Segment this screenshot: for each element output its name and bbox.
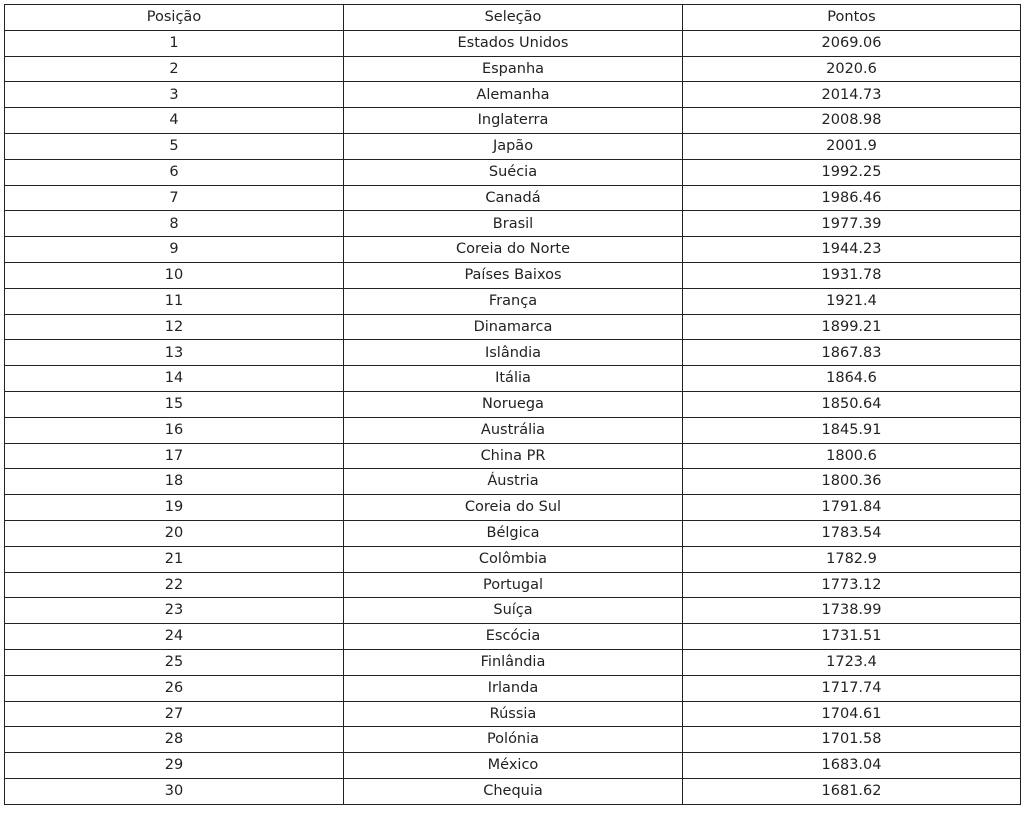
cell-position: 3: [5, 82, 344, 108]
cell-points: 1864.6: [683, 366, 1021, 392]
cell-points: 1773.12: [683, 572, 1021, 598]
cell-position: 24: [5, 624, 344, 650]
ranking-table-container: [4, 4, 1020, 805]
cell-points: 2069.06: [683, 30, 1021, 56]
cell-points: 1704.61: [683, 701, 1021, 727]
cell-position: 16: [5, 417, 344, 443]
cell-team: Países Baixos: [344, 262, 683, 288]
table-row: [5, 366, 1021, 392]
table-row: [5, 778, 1021, 804]
cell-team: Polónia: [344, 727, 683, 753]
header-row: [5, 5, 1021, 31]
table-row: [5, 211, 1021, 237]
cell-team: Dinamarca: [344, 314, 683, 340]
cell-position: 20: [5, 520, 344, 546]
cell-team: Canadá: [344, 185, 683, 211]
cell-points: 2008.98: [683, 108, 1021, 134]
table-body: [5, 30, 1021, 804]
table-row: [5, 701, 1021, 727]
header-team: Seleção: [344, 5, 683, 31]
cell-team: Coreia do Sul: [344, 495, 683, 521]
cell-position: 29: [5, 753, 344, 779]
cell-points: 1944.23: [683, 237, 1021, 263]
table-row: [5, 340, 1021, 366]
table-row: [5, 30, 1021, 56]
table-row: [5, 133, 1021, 159]
cell-team: Rússia: [344, 701, 683, 727]
cell-team: Portugal: [344, 572, 683, 598]
cell-team: Noruega: [344, 391, 683, 417]
table-row: [5, 56, 1021, 82]
cell-points: 1850.64: [683, 391, 1021, 417]
cell-position: 11: [5, 288, 344, 314]
table-row: [5, 185, 1021, 211]
table-row: [5, 624, 1021, 650]
cell-points: 1899.21: [683, 314, 1021, 340]
cell-team: Áustria: [344, 469, 683, 495]
table-row: [5, 314, 1021, 340]
table-row: [5, 520, 1021, 546]
cell-position: 15: [5, 391, 344, 417]
cell-team: Alemanha: [344, 82, 683, 108]
cell-team: Colômbia: [344, 546, 683, 572]
cell-position: 30: [5, 778, 344, 804]
cell-position: 19: [5, 495, 344, 521]
cell-points: 1800.36: [683, 469, 1021, 495]
cell-position: 27: [5, 701, 344, 727]
cell-points: 1845.91: [683, 417, 1021, 443]
table-row: [5, 391, 1021, 417]
cell-points: 1731.51: [683, 624, 1021, 650]
cell-position: 9: [5, 237, 344, 263]
cell-points: 1783.54: [683, 520, 1021, 546]
table-row: [5, 727, 1021, 753]
cell-position: 18: [5, 469, 344, 495]
cell-position: 5: [5, 133, 344, 159]
cell-team: Itália: [344, 366, 683, 392]
cell-team: China PR: [344, 443, 683, 469]
cell-points: 1717.74: [683, 675, 1021, 701]
cell-points: 2014.73: [683, 82, 1021, 108]
cell-points: 1867.83: [683, 340, 1021, 366]
table-row: [5, 159, 1021, 185]
cell-team: Chequia: [344, 778, 683, 804]
table-row: [5, 495, 1021, 521]
cell-points: 1723.4: [683, 649, 1021, 675]
cell-points: 1977.39: [683, 211, 1021, 237]
cell-position: 2: [5, 56, 344, 82]
cell-position: 21: [5, 546, 344, 572]
cell-position: 26: [5, 675, 344, 701]
cell-position: 8: [5, 211, 344, 237]
cell-team: Suécia: [344, 159, 683, 185]
cell-team: Suíça: [344, 598, 683, 624]
table-row: [5, 469, 1021, 495]
cell-position: 23: [5, 598, 344, 624]
cell-points: 1921.4: [683, 288, 1021, 314]
cell-points: 2001.9: [683, 133, 1021, 159]
cell-position: 12: [5, 314, 344, 340]
cell-team: Finlândia: [344, 649, 683, 675]
table-row: [5, 675, 1021, 701]
table-row: [5, 546, 1021, 572]
table-row: [5, 753, 1021, 779]
cell-team: Irlanda: [344, 675, 683, 701]
table-row: [5, 443, 1021, 469]
table-row: [5, 417, 1021, 443]
cell-position: 22: [5, 572, 344, 598]
cell-position: 14: [5, 366, 344, 392]
cell-points: 1986.46: [683, 185, 1021, 211]
cell-points: 2020.6: [683, 56, 1021, 82]
cell-position: 7: [5, 185, 344, 211]
header-points: Pontos: [683, 5, 1021, 31]
table-row: [5, 237, 1021, 263]
cell-team: Bélgica: [344, 520, 683, 546]
cell-position: 10: [5, 262, 344, 288]
cell-points: 1782.9: [683, 546, 1021, 572]
table-row: [5, 82, 1021, 108]
cell-points: 1738.99: [683, 598, 1021, 624]
cell-position: 25: [5, 649, 344, 675]
table-row: [5, 108, 1021, 134]
cell-position: 28: [5, 727, 344, 753]
table-row: [5, 572, 1021, 598]
cell-team: Coreia do Norte: [344, 237, 683, 263]
cell-team: Islândia: [344, 340, 683, 366]
cell-points: 1992.25: [683, 159, 1021, 185]
cell-position: 13: [5, 340, 344, 366]
cell-points: 1701.58: [683, 727, 1021, 753]
cell-points: 1791.84: [683, 495, 1021, 521]
cell-position: 6: [5, 159, 344, 185]
cell-team: Espanha: [344, 56, 683, 82]
cell-position: 17: [5, 443, 344, 469]
table-row: [5, 288, 1021, 314]
cell-points: 1681.62: [683, 778, 1021, 804]
cell-team: Brasil: [344, 211, 683, 237]
cell-team: México: [344, 753, 683, 779]
cell-position: 4: [5, 108, 344, 134]
cell-points: 1800.6: [683, 443, 1021, 469]
table-header: [5, 5, 1021, 31]
cell-team: Austrália: [344, 417, 683, 443]
cell-points: 1931.78: [683, 262, 1021, 288]
cell-team: França: [344, 288, 683, 314]
cell-team: Estados Unidos: [344, 30, 683, 56]
table-row: [5, 649, 1021, 675]
table-row: [5, 598, 1021, 624]
cell-team: Inglaterra: [344, 108, 683, 134]
cell-points: 1683.04: [683, 753, 1021, 779]
cell-team: Japão: [344, 133, 683, 159]
cell-position: 1: [5, 30, 344, 56]
cell-team: Escócia: [344, 624, 683, 650]
header-position: Posição: [5, 5, 344, 31]
ranking-table: [4, 4, 1021, 805]
table-row: [5, 262, 1021, 288]
